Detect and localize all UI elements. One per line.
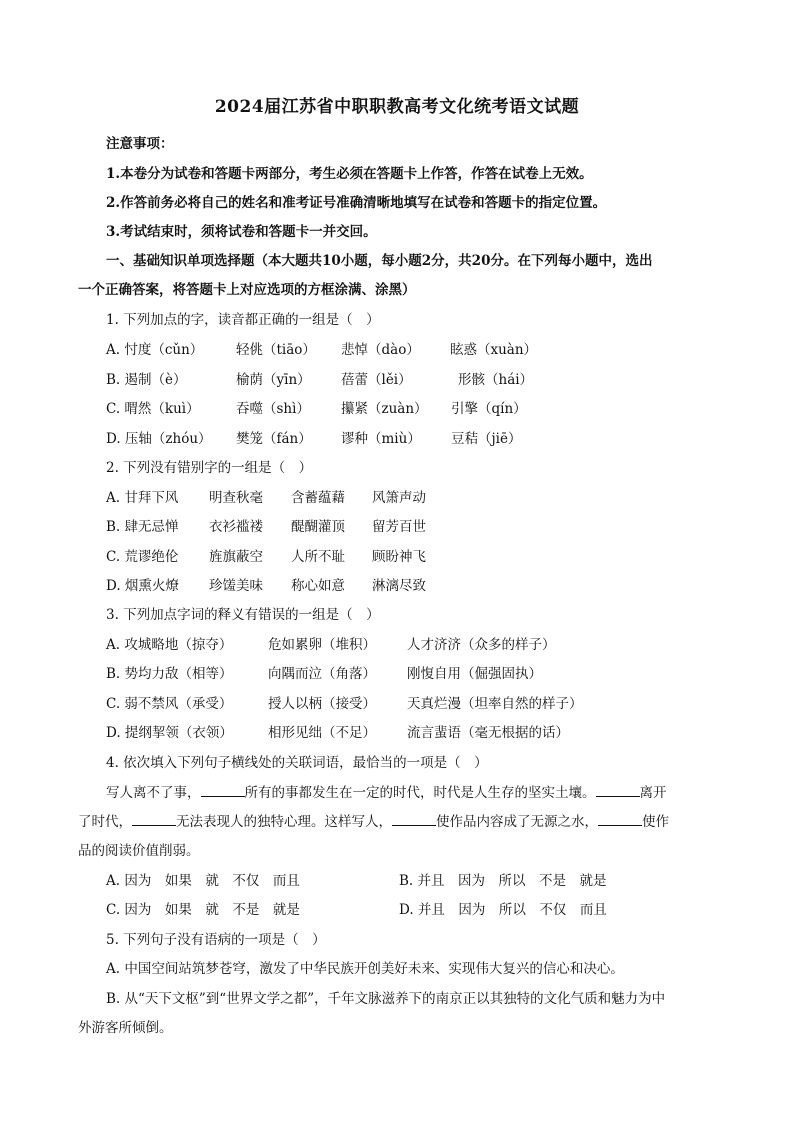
notice-heading: 注意事项： <box>106 136 174 152</box>
notice-item-2: 2.作答前务必将自己的姓名和准考证号准确清晰地填写在试卷和答题卡的指定位置。 <box>106 195 607 211</box>
q2-b-item-3: 醍醐灌顶 <box>291 519 345 535</box>
q3-a-item-1: A. 攻城略地（掠夺） <box>106 637 233 653</box>
q4-passage-text-1: 写人离不了事， <box>106 785 201 801</box>
q1-c-item-3: 攥紧（zuàn） <box>341 401 428 417</box>
q4-passage-text-4: 了时代， <box>78 814 132 830</box>
q1-a-item-1: A. 忖度（cǔn） <box>106 342 204 358</box>
q1-a-item-4: 眩惑（xuàn） <box>450 342 538 358</box>
q4-passage-text-5: 无法表现人的独特心理。这样写人， <box>176 814 392 830</box>
q1-b-item-2: 榆荫（yīn） <box>236 372 311 388</box>
notice-item-3: 3.考试结束时，须将试卷和答题卡一并交回。 <box>106 224 377 240</box>
q4-option-b: B. 并且 因为 所以 不是 就是 <box>399 873 607 889</box>
q5-stem: 5. 下列句子没有语病的一项是（ ） <box>106 932 326 948</box>
q1-b-item-4: 形骸（hái） <box>458 372 534 388</box>
section1-instruction-line1: 一、基础知识单项选择题（本大题共10小题，每小题2分，共20分。在下列每小题中，选出 <box>106 253 653 269</box>
q4-passage-text-2: 所有的事都发生在一定的时代，时代是人生存的坚实土壤。 <box>244 785 596 801</box>
q1-c-item-4: 引擎（qín） <box>451 401 527 417</box>
q1-c-item-1: C. 喟然（kuì） <box>106 401 200 417</box>
q2-d-item-2: 珍馐美味 <box>209 578 263 594</box>
q1-d-item-2: 樊笼（fán） <box>236 431 312 447</box>
q4-blank-5 <box>598 813 642 826</box>
q3-a-item-3: 人才济济（众多的样子） <box>407 637 556 653</box>
q2-a-item-1: A. 甘拜下风 <box>106 490 179 506</box>
q3-stem: 3. 下列加点字词的释义有错误的一组是（ ） <box>106 607 380 623</box>
q4-passage-text-6: 使作品内容成了无源之水， <box>436 814 598 830</box>
q2-c-item-2: 旌旗蔽空 <box>209 549 263 565</box>
q2-a-item-2: 明查秋毫 <box>209 490 263 506</box>
q3-b-item-1: B. 势均力敌（相等） <box>106 666 233 682</box>
q4-blank-2 <box>596 784 640 797</box>
q2-stem: 2. 下列没有错别字的一组是（ ） <box>106 460 313 476</box>
q2-a-item-4: 风箫声动 <box>372 490 426 506</box>
q3-c-item-3: 天真烂漫（坦率自然的样子） <box>407 696 583 712</box>
q1-d-item-1: D. 压轴（zhóu） <box>106 431 212 447</box>
q2-a-item-3: 含蓄蕴藉 <box>291 490 345 506</box>
q3-d-item-3: 流言蜚语（毫无根据的话） <box>407 725 569 741</box>
q1-b-item-3: 蓓蕾（lěi） <box>341 372 412 388</box>
q2-d-item-4: 淋漓尽致 <box>372 578 426 594</box>
q5-option-b-line2: 外游客所倾倒。 <box>78 1020 173 1036</box>
q2-d-item-3: 称心如意 <box>291 578 345 594</box>
q2-c-item-3: 人所不耻 <box>291 549 345 565</box>
q1-a-item-3: 悲悼（dào） <box>341 342 420 358</box>
q2-b-item-2: 衣衫褴褛 <box>209 519 263 535</box>
q3-d-item-2: 相形见绌（不足） <box>268 725 376 741</box>
q4-passage-line2 <box>78 810 669 830</box>
q1-c-item-2: 吞噬（shì） <box>236 401 310 417</box>
q3-a-item-2: 危如累卵（堆积） <box>268 637 376 653</box>
q4-passage-line3: 品的阅读价值削弱。 <box>78 843 200 859</box>
q1-a-item-2: 轻佻（tiāo） <box>236 342 316 358</box>
notice-item-1: 1.本卷分为试卷和答题卡两部分，考生必须在答题卡上作答，作答在试卷上无效。 <box>106 166 593 182</box>
q4-passage-line1 <box>106 781 667 801</box>
q3-c-item-1: C. 弱不禁风（承受） <box>106 696 233 712</box>
q5-option-b-line1: B. 从“天下文枢”到“世界文学之都”，千年文脉滋养下的南京正以其独特的文化气质和魅力为中 <box>106 991 666 1007</box>
q3-b-item-3: 刚愎自用（倔强固执） <box>407 666 542 682</box>
q1-b-item-1: B. 遏制（è） <box>106 372 187 388</box>
q4-option-c: C. 因为 如果 就 不是 就是 <box>106 902 300 918</box>
q4-blank-3 <box>132 813 176 826</box>
q3-d-item-1: D. 提纲挈领（衣领） <box>106 725 233 741</box>
q2-c-item-4: 顾盼神飞 <box>372 549 426 565</box>
q4-blank-1 <box>201 784 245 797</box>
q4-blank-4 <box>392 813 436 826</box>
section1-instruction-line2: 一个正确答案，将答题卡上对应选项的方框涂满、涂黑） <box>78 282 416 298</box>
q2-b-item-1: B. 肆无忌惮 <box>106 519 179 535</box>
q1-d-item-3: 谬种（miù） <box>341 431 421 447</box>
q4-passage-text-3: 离开 <box>639 785 667 801</box>
q2-d-item-1: D. 烟熏火燎 <box>106 578 179 594</box>
q4-stem: 4. 依次填入下列句子横线处的关联词语，最恰当的一项是（ ） <box>106 755 488 771</box>
q4-option-d: D. 并且 因为 所以 不仅 而且 <box>399 902 607 918</box>
q2-b-item-4: 留芳百世 <box>372 519 426 535</box>
q3-c-item-2: 授人以柄（接受） <box>268 696 376 712</box>
q4-passage-text-7: 使作 <box>642 814 669 830</box>
q2-c-item-1: C. 荒谬绝伦 <box>106 549 179 565</box>
q3-b-item-2: 向隅而泣（角落） <box>268 666 376 682</box>
q5-option-a: A. 中国空间站筑梦苍穹，激发了中华民族开创美好未来、实现伟大复兴的信心和决心。 <box>106 961 624 977</box>
page-title: 2024届江苏省中职职教高考文化统考语文试题 <box>214 97 580 117</box>
q1-stem: 1. 下列加点的字，读音都正确的一组是（ ） <box>106 312 380 328</box>
q1-d-item-4: 豆秸（jiē） <box>451 431 522 447</box>
q4-option-a: A. 因为 如果 就 不仅 而且 <box>106 873 300 889</box>
